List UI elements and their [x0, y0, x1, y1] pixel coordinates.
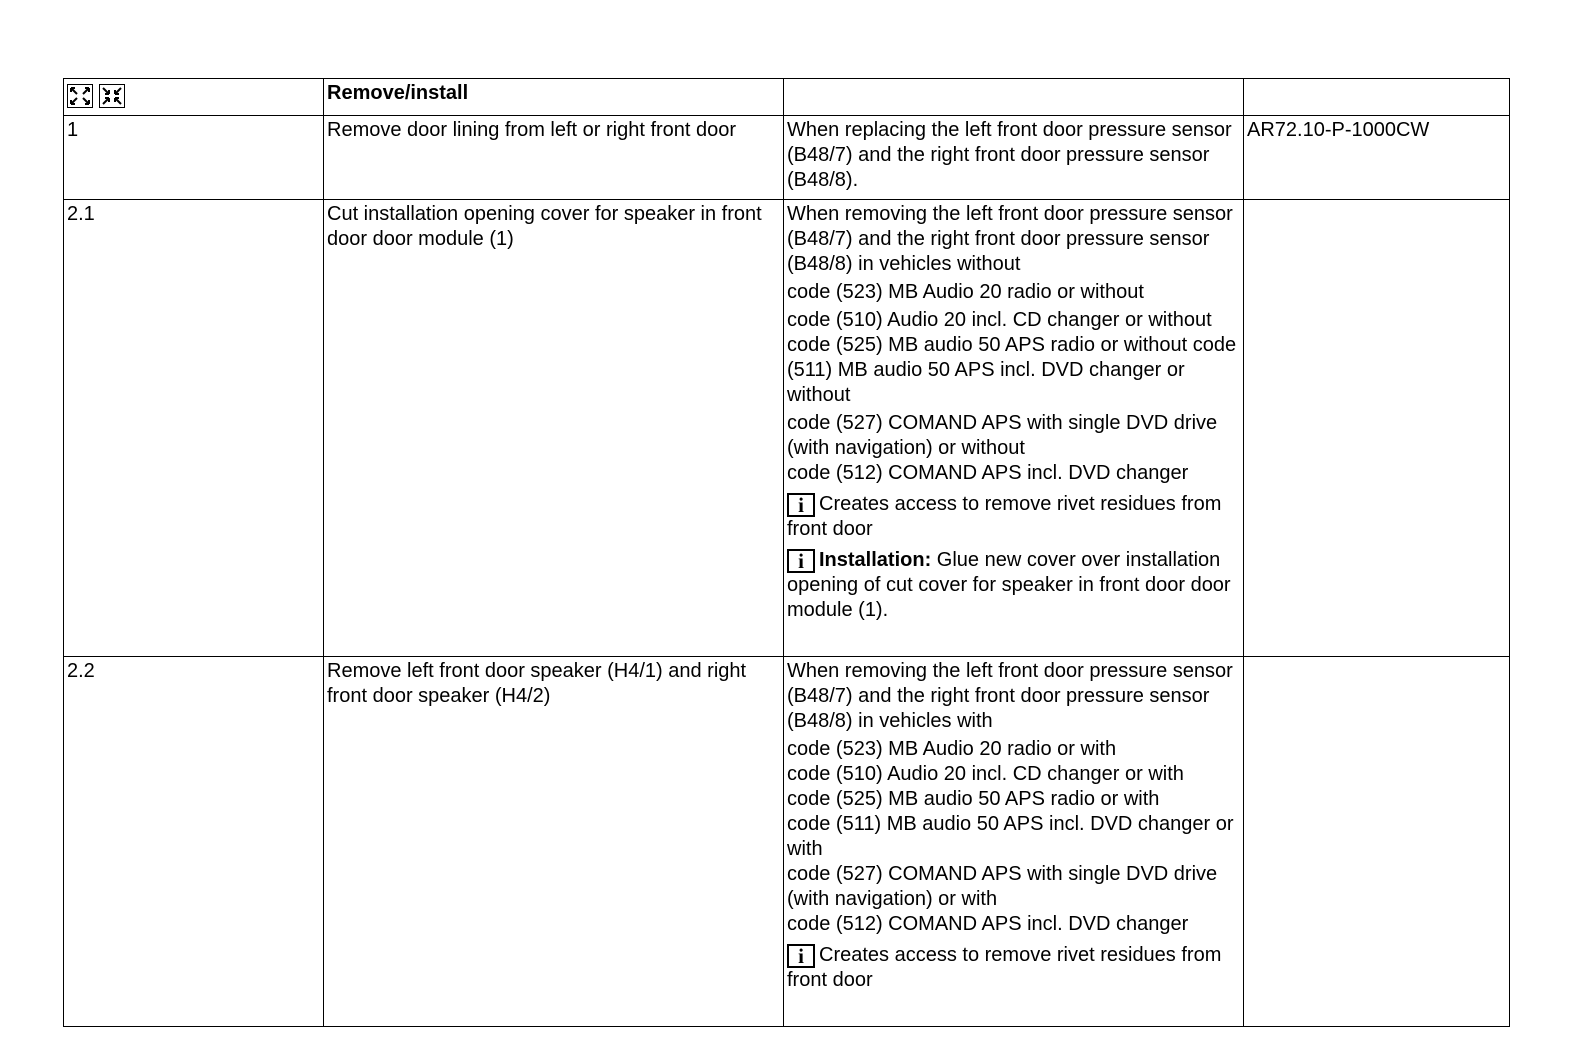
- step-reference-link[interactable]: AR72.10-P-1000CW: [1244, 116, 1510, 200]
- header-title: Remove/install: [324, 79, 784, 116]
- step-action: Remove left front door speaker (H4/1) and right front door speaker (H4/2): [324, 657, 784, 1027]
- condition-line: When removing the left front door pressure sensor (B48/7) and the right front door pressure sensor (B48/8) in vehicles without: [787, 203, 1233, 275]
- step-condition: [784, 116, 1244, 200]
- note-text: Creates access to remove rivet residues from front door: [787, 493, 1222, 540]
- condition-line: When removing the left front door pressure sensor (B48/7) and the right front door pressure sensor (B48/8) in vehicles with: [787, 660, 1233, 732]
- step-action: Remove door lining from left or right front door: [324, 116, 784, 200]
- collapse-all-icon[interactable]: [99, 84, 125, 108]
- procedure-table: [63, 78, 1510, 1027]
- table-row: [64, 200, 1510, 657]
- condition-line: When replacing the left front door pressure sensor (B48/7) and the right front door pressure sensor (B48/8).: [787, 119, 1232, 191]
- step-reference: [1244, 657, 1510, 1027]
- table-row: [64, 116, 1510, 200]
- expand-all-icon[interactable]: [67, 84, 93, 108]
- info-note: [787, 492, 1240, 542]
- info-note: [787, 548, 1240, 623]
- note-text: Creates access to remove rivet residues from front door: [787, 944, 1222, 991]
- condition-line: code (527) COMAND APS with single DVD drive (with navigation) or without: [787, 412, 1218, 459]
- table-header-row: [64, 79, 1510, 116]
- step-condition: [784, 200, 1244, 657]
- condition-line: code (527) COMAND APS with single DVD drive (with navigation) or with: [787, 863, 1218, 910]
- note-text: Glue new cover over installation opening of cut cover for speaker in front door door module (1).: [787, 549, 1231, 621]
- condition-line: code (525) MB audio 50 APS radio or with: [787, 788, 1160, 810]
- condition-line: code (511) MB audio 50 APS incl. DVD changer or with: [787, 813, 1234, 860]
- header-empty-cell: [784, 79, 1244, 116]
- step-condition: [784, 657, 1244, 1027]
- info-icon: i: [787, 944, 815, 968]
- step-action: Cut installation opening cover for speaker in front door door module (1): [324, 200, 784, 657]
- header-empty-cell: [1244, 79, 1510, 116]
- condition-line: code (512) COMAND APS incl. DVD changer: [787, 913, 1189, 935]
- step-reference: [1244, 200, 1510, 657]
- condition-line: code (523) MB Audio 20 radio or without: [787, 281, 1144, 303]
- condition-line: code (510) Audio 20 incl. CD changer or with: [787, 763, 1184, 785]
- table-row: [64, 657, 1510, 1027]
- info-icon: i: [787, 549, 815, 573]
- step-number: 1: [64, 116, 324, 200]
- header-icons-cell: [64, 79, 324, 116]
- step-number: 2.1: [64, 200, 324, 657]
- info-note: [787, 943, 1240, 993]
- condition-line: code (510) Audio 20 incl. CD changer or without: [787, 309, 1212, 331]
- condition-line: code (512) COMAND APS incl. DVD changer: [787, 462, 1189, 484]
- info-icon: i: [787, 493, 815, 517]
- condition-line: code (525) MB audio 50 APS radio or without code (511) MB audio 50 APS incl. DVD changer or without: [787, 334, 1237, 406]
- note-label: Installation:: [819, 549, 932, 571]
- condition-line: code (523) MB Audio 20 radio or with: [787, 738, 1117, 760]
- step-number: 2.2: [64, 657, 324, 1027]
